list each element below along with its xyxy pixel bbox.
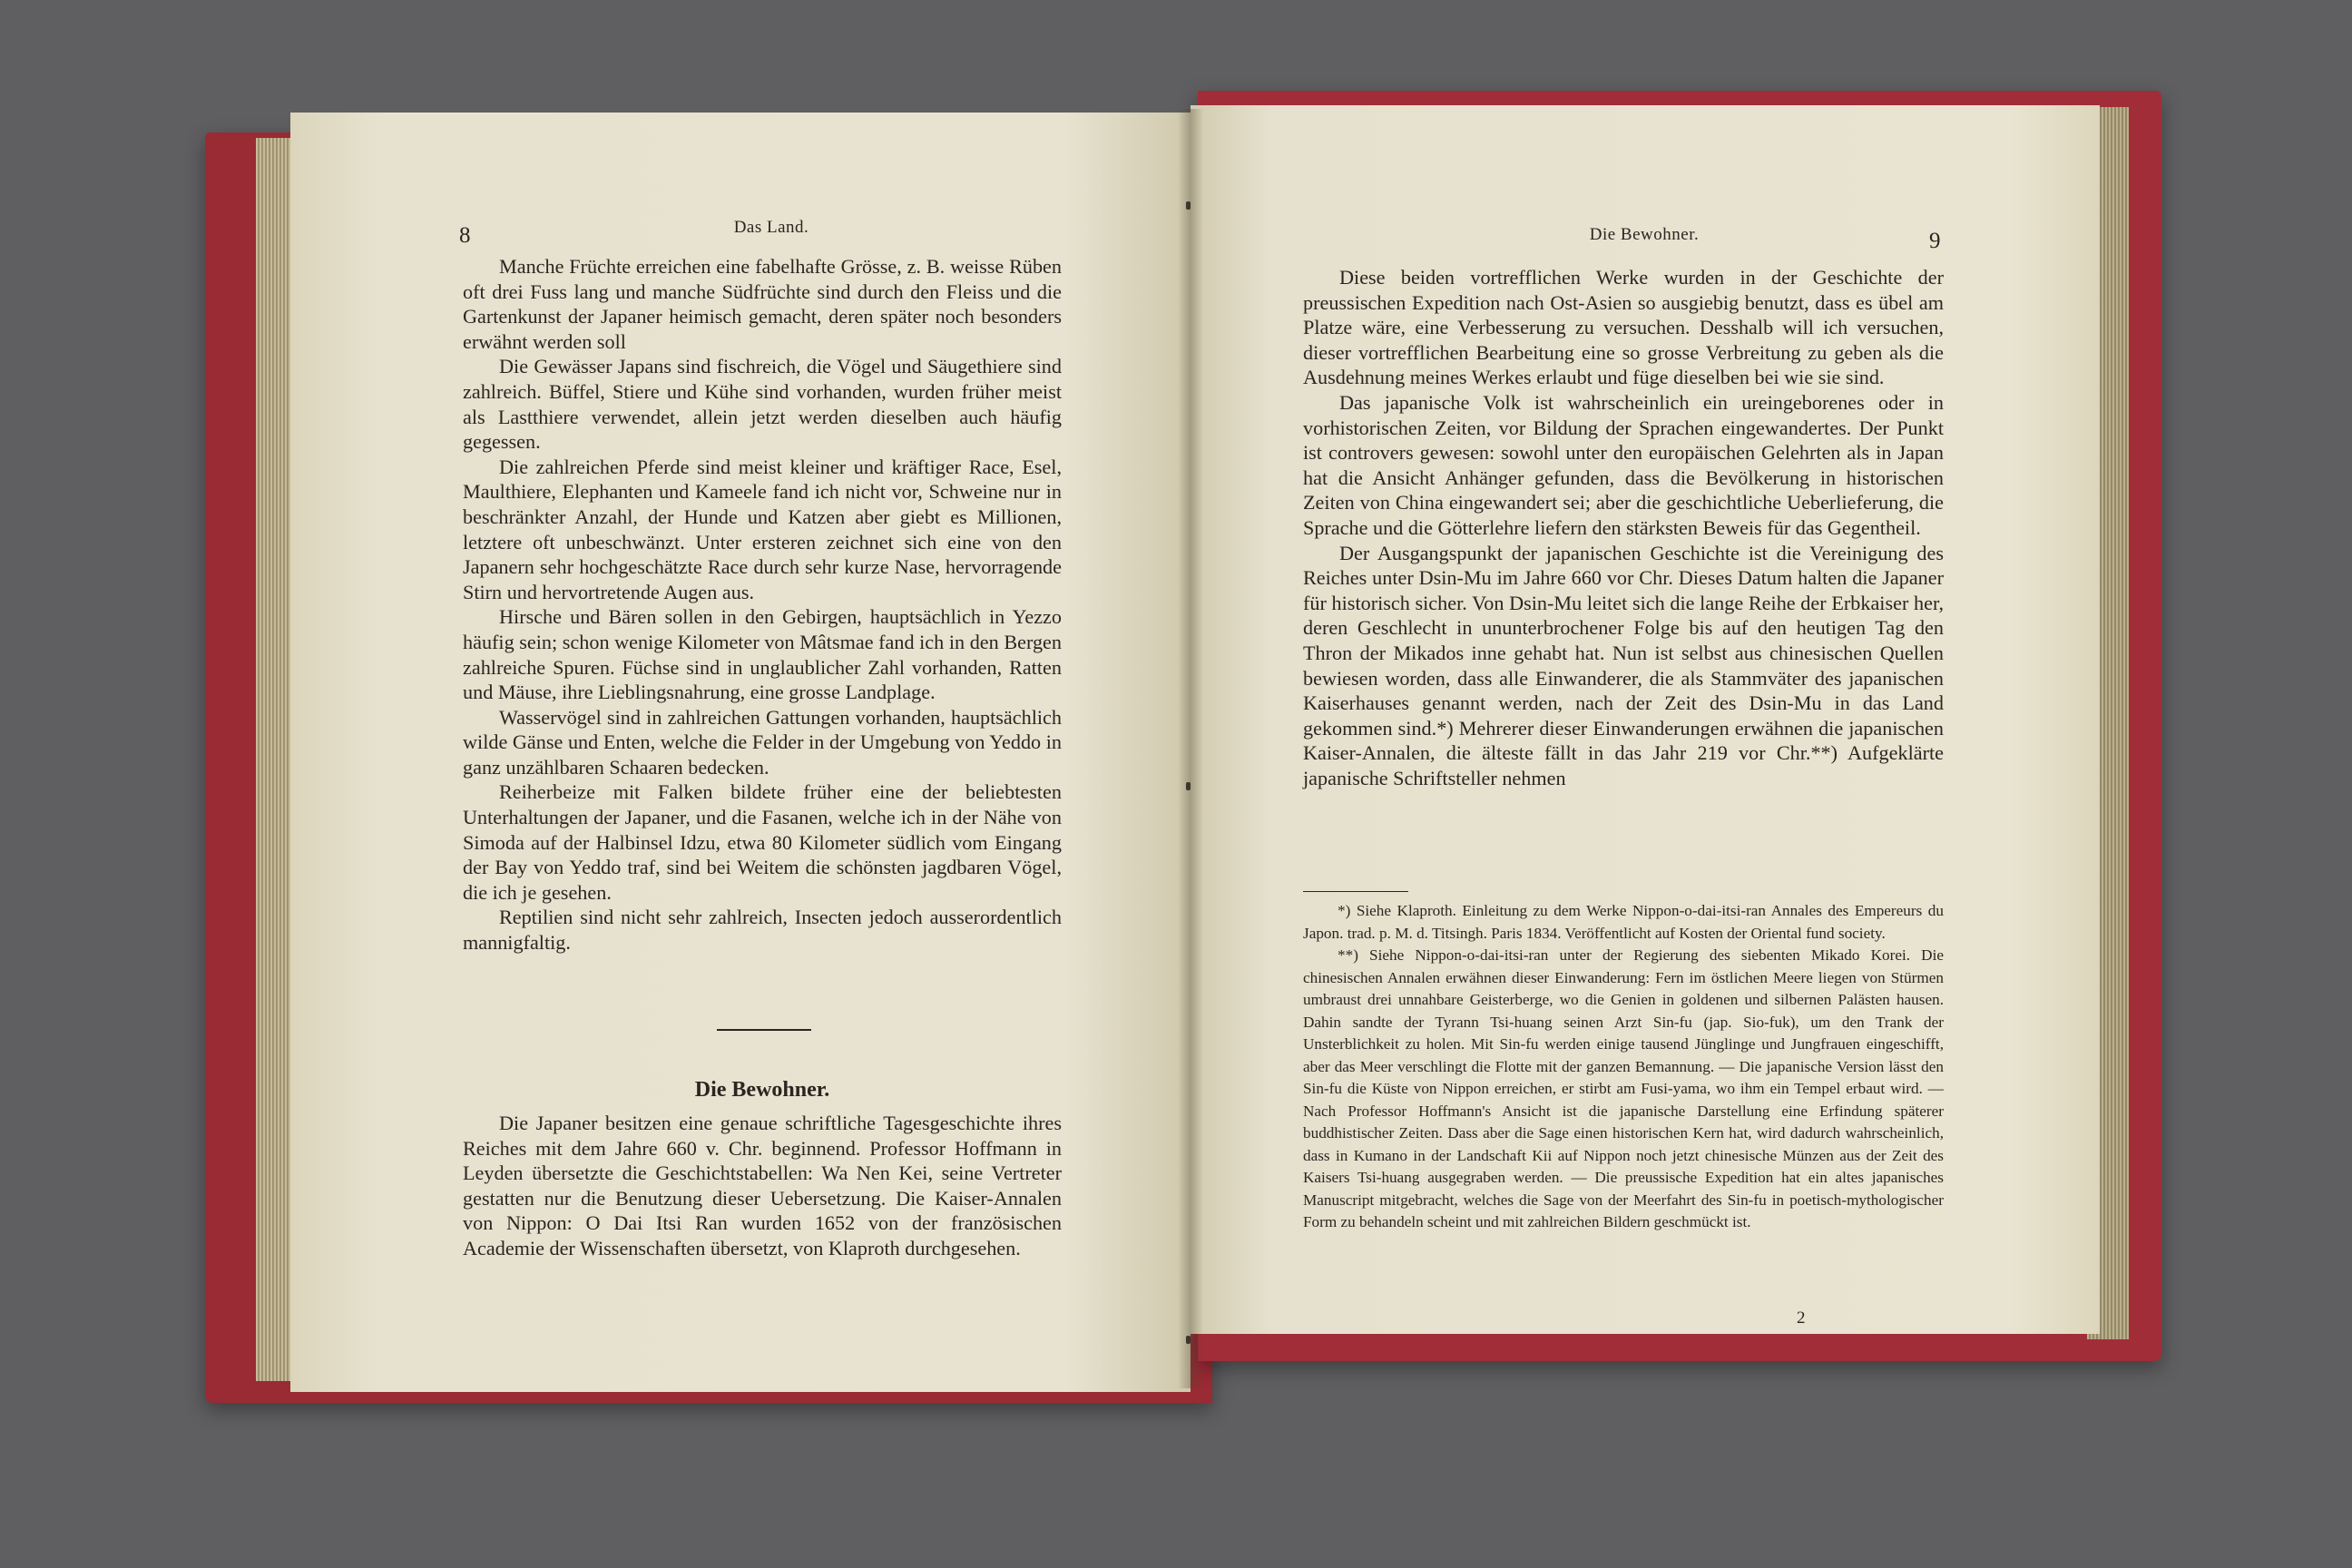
paragraph: Diese beiden vortrefflichen Werke wurden in der Geschichte der preussischen Expedition nach Ost-Asien so ausgiebig benutzt, dass es übel am Platze wäre, eine Verbesserung zu versuchen. Desshalb will ich versuchen, dieser vortrefflichen Bearbeitung eine so grosse Verbreitung zu geben als die Ausdehnung meines Werkes erlaubt und füge dieselben bei wie sie sind.	[1303, 266, 1944, 389]
paragraph: Wasservögel sind in zahlreichen Gattungen vorhanden, hauptsächlich wilde Gänse und Enten, welche die Felder in der Umgebung von Yeddo in ganz unzählbaren Schaaren bedecken.	[463, 705, 1062, 779]
binding-stitch	[1186, 201, 1191, 210]
section-divider	[717, 1029, 811, 1031]
paragraph: Reiherbeize mit Falken bildete früher eine der beliebtesten Unterhaltungen der Japaner, und die Fasanen, welche ich in der Nähe von Simoda auf der Halbinsel Idzu, etwa 80 Kilometer südlich vom Eingang der Bay von Yeddo traf, sind bei Weitem die schönsten jagdbaren Vögel, die ich je gesehen.	[463, 780, 1062, 904]
paragraph: Das japanische Volk ist wahrscheinlich ein ureingeborenes oder in vorhistorischen Zeiten, vor Bildung der Sprachen eingewandertes. Der Punkt ist controvers gewesen: sowohl unter den europäischen Gelehrten als in Japan hat die Ansicht Anhänger gefunden, dass die Bevölkerung in historischen Zeiten von China eingewandert sei; aber die geschichtliche Ueberlieferung, die Sprache und die Götterlehre liefern den stärksten Beweis für das Gegentheil.	[1303, 390, 1944, 539]
book-gutter	[1178, 109, 1203, 1388]
right-body-text	[1303, 265, 1944, 790]
paragraph: Die zahlreichen Pferde sind meist kleiner und kräftiger Race, Esel, Maulthiere, Elephanten und Kameele fand ich nicht vor, Schweine nur in beschränkter Anzahl, der Hunde und Katzen aber giebt es Millionen, letztere oft unbeschwänzt. Unter ersteren zeichnet sich eine von den Japanern sehr hochgeschätzte Race durch sehr kurze Nase, hervorragende Stirn und hervortretende Augen aus.	[463, 455, 1062, 603]
footnote: *) Siehe Klaproth. Einleitung zu dem Werke Nippon-o-dai-itsi-ran Annales des Empereurs du Japon. trad. p. M. d. Titsingh. Paris 1834. Veröffentlicht auf Kosten der Oriental fund society.	[1303, 902, 1944, 942]
running-head-right: Die Bewohner.	[1589, 225, 1700, 244]
footnote: **) Siehe Nippon-o-dai-itsi-ran unter der Regierung des siebenten Mikado Korei. Die chinesischen Annalen erwähnen dieser Einwanderung: Fern im östlichen Meere liegen von Stürmen umbraust drei unnahbare Geisterberge, wo die Genien in goldenen und silbernen Palästen hausen. Dahin sandte der Tyrann Tsi-huang seinen Arzt Sin-fu (jap. Sio-fuk), um den Trank der Unsterblichkeit zu holen. Mit Sin-fu werden einige tausend Jünglinge und Jungfrauen eingeschifft, aber das Meer verschlingt die Flotte mit der ganzen Bemannung. — Die japanische Version lässt den Sin-fu die Küste von Nippon erreichen, er stirbt am Fusi-yama, wo ihm ein Tempel erbaut wird. — Nach Professor Hoffmann's Ansicht ist die japanische Darstellung eine Erfindung späterer buddhistischer Zeiten. Dass aber die Sage einen historischen Kern hat, wird dadurch wahrscheinlich, dass in Kumano in der Landschaft Kii auf Nippon noch jetzt chinesische Münzen aus der Zeit des Kaisers Tsi-huang ausgegraben werden. — Die preussische Expedition hat ein altes japanisches Manuscript mitgebracht, welches die Sage von der Meerfahrt des Sin-fu in poetisch-mythologischer Form zu behandeln scheint und mit zahlreichen Bildern geschmückt ist.	[1303, 946, 1944, 1230]
section-heading: Die Bewohner.	[694, 1078, 830, 1102]
page-number-right: 9	[1929, 229, 1941, 253]
paragraph: Reptilien sind nicht sehr zahlreich, Insecten jedoch ausserordentlich mannigfaltig.	[463, 906, 1062, 955]
footnotes	[1303, 900, 1944, 1234]
running-head-left: Das Land.	[733, 218, 809, 237]
paragraph: Manche Früchte erreichen eine fabelhafte Grösse, z. B. weisse Rüben oft drei Fuss lang und manche Südfrüchte sind durch den Fleiss und die Gartenkunst der Japaner heimisch gemacht, deren später noch besonders erwähnt werden soll	[463, 255, 1062, 353]
page-number-left: 8	[459, 223, 471, 248]
paragraph: Hirsche und Bären sollen in den Gebirgen, hauptsächlich in Yezzo häufig sein; schon wenige Kilometer von Mâtsmae fand ich in den Bergen zahlreiche Spuren. Füchse sind in unglaublicher Zahl vorhanden, Ratten und Mäuse, ihre Lieblingsnahrung, eine grosse Landplage.	[463, 605, 1062, 704]
left-body-text	[463, 254, 1062, 956]
binding-stitch	[1186, 782, 1191, 790]
binding-stitch	[1186, 1336, 1191, 1344]
paragraph: Die Japaner besitzen eine genaue schriftliche Tagesgeschichte ihres Reiches mit dem Jahre 660 v. Chr. beginnend. Professor Hoffmann in Leyden übersetzte die Geschichtstabellen: Wa Nen Kei, seine Vertreter gestatten nur die Benutzung dieser Uebersetzung. Die Kaiser-Annalen von Nippon: O Dai Itsi Ran wurden 1652 von der französischen Academie der Wissenschaften übersetzt, von Klaproth durchgesehen.	[463, 1112, 1062, 1259]
paragraph: Die Gewässer Japans sind fischreich, die Vögel und Säugethiere sind zahlreich. Büffel, Stiere und Kühe sind vorhanden, wurden früher meist als Lastthiere verwendet, allein jetzt werden dieselben auch häufig gegessen.	[463, 355, 1062, 454]
signature-mark: 2	[1797, 1308, 1806, 1328]
footnote-divider	[1303, 891, 1408, 892]
paragraph: Der Ausgangspunkt der japanischen Geschichte ist die Vereinigung des Reiches unter Dsin-Mu im Jahre 660 vor Chr. Dieses Datum halten die Japaner für historisch sicher. Von Dsin-Mu leitet sich die lange Reihe der Erbkaiser her, deren Geschlecht in ununterbrochener Folge bis auf den heutigen Tag den Thron der Mikados inne gehabt hat. Nun ist selbst aus chinesischen Quellen bewiesen worden, dass alle Einwanderer, die als Stammväter des japanischen Kaiserhauses genannt werden, nach der Zeit des Dsin-Mu in das Land gekommen sind.*) Mehrerer dieser Einwanderungen erwähnen die japanischen Kaiser-Annalen, die älteste fällt in das Jahr 219 vor Chr.**) Aufgeklärte japanische Schriftsteller nehmen	[1303, 541, 1944, 789]
section-body-text	[463, 1111, 1062, 1261]
right-page	[1191, 105, 2100, 1334]
left-page	[290, 113, 1191, 1392]
